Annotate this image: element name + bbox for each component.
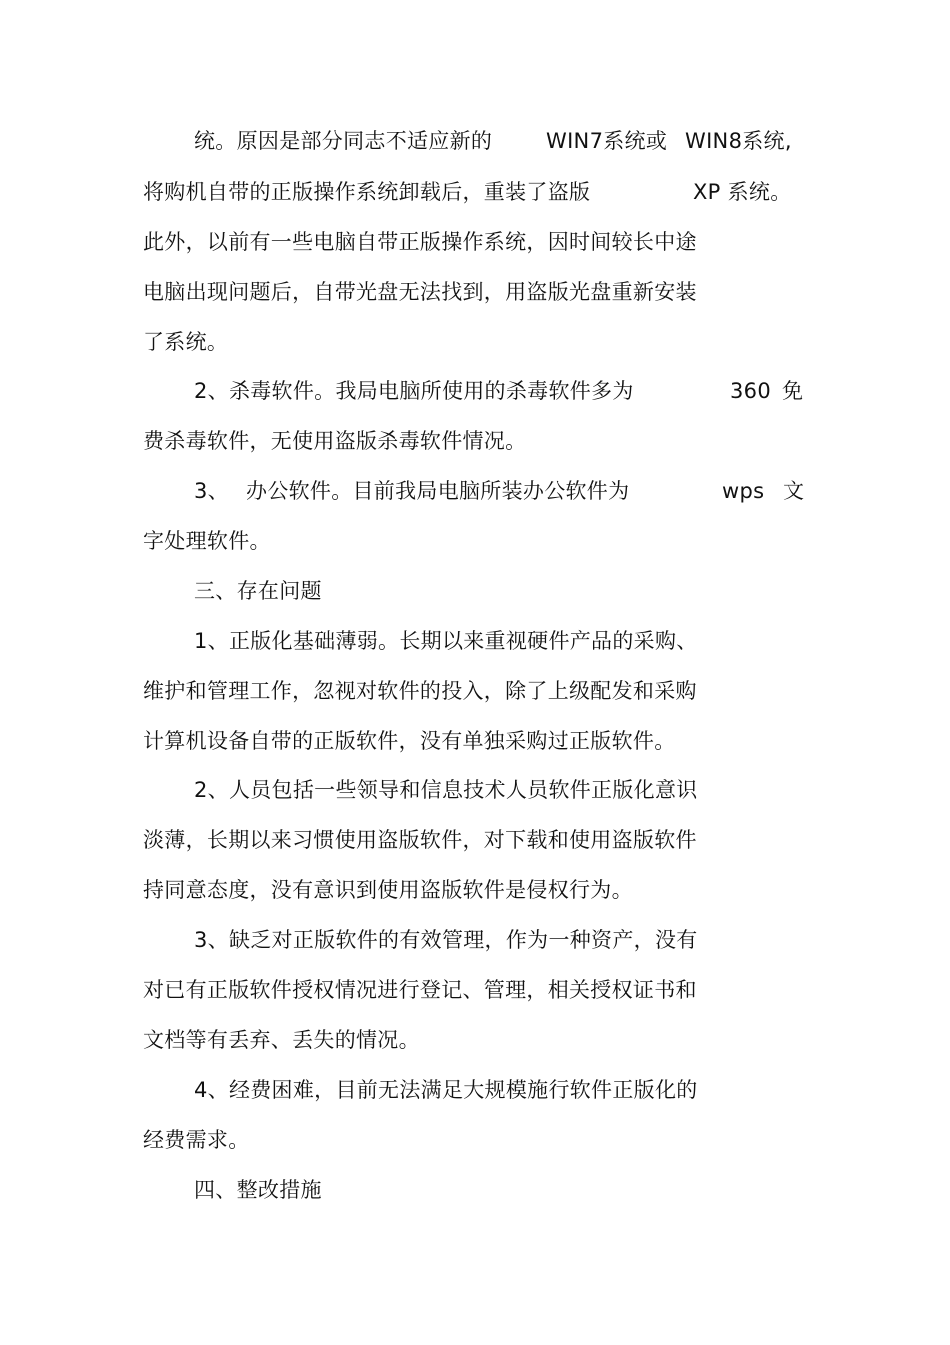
- text-segment: 将购机自带的正版操作系统卸载后，重装了盗版: [143, 180, 591, 204]
- text-segment: XP 系统。: [693, 180, 792, 204]
- text-line: 文档等有丢弃、丢失的情况。: [143, 1028, 420, 1052]
- text-segment: 360: [730, 379, 771, 403]
- text-segment: 办公软件。目前我局电脑所装办公软件为: [246, 479, 630, 503]
- text-line: 淡薄，长期以来习惯使用盗版软件，对下载和使用盗版软件: [143, 828, 697, 852]
- text-line: 2、人员包括一些领导和信息技术人员软件正版化意识: [194, 778, 698, 802]
- text-line: 持同意态度，没有意识到使用盗版软件是侵权行为。: [143, 878, 633, 902]
- text-line: 对已有正版软件授权情况进行登记、管理，相关授权证书和: [143, 978, 697, 1002]
- text-line: 经费需求。: [143, 1128, 250, 1152]
- text-line: 此外，以前有一些电脑自带正版操作系统，因时间较长中途: [143, 230, 697, 254]
- section-heading: 三、存在问题: [194, 579, 322, 603]
- text-segment: 3、: [194, 479, 229, 503]
- text-line: 了系统。: [143, 330, 229, 354]
- text-line: 4、经费困难，目前无法满足大规模施行软件正版化的: [194, 1078, 698, 1102]
- text-line: 维护和管理工作，忽视对软件的投入，除了上级配发和采购: [143, 679, 697, 703]
- text-line: 字处理软件。: [143, 529, 271, 553]
- text-segment: 统。原因是部分同志不适应新的: [194, 129, 493, 153]
- text-segment: 免: [782, 379, 804, 403]
- text-line: 电脑出现问题后，自带光盘无法找到，用盗版光盘重新安装: [143, 280, 697, 304]
- text-segment: WIN8系统,: [685, 129, 792, 153]
- text-segment: wps: [722, 479, 765, 503]
- text-line: 费杀毒软件，无使用盗版杀毒软件情况。: [143, 429, 527, 453]
- text-segment: 文: [783, 479, 805, 503]
- text-line: 1、正版化基础薄弱。长期以来重视硬件产品的采购、: [194, 629, 698, 653]
- text-line: 3、缺乏对正版软件的有效管理，作为一种资产，没有: [194, 928, 698, 952]
- text-segment: 2、杀毒软件。我局电脑所使用的杀毒软件多为: [194, 379, 634, 403]
- text-line: 计算机设备自带的正版软件，没有单独采购过正版软件。: [143, 729, 676, 753]
- text-segment: WIN7系统或: [546, 129, 668, 153]
- section-heading: 四、整改措施: [194, 1178, 322, 1202]
